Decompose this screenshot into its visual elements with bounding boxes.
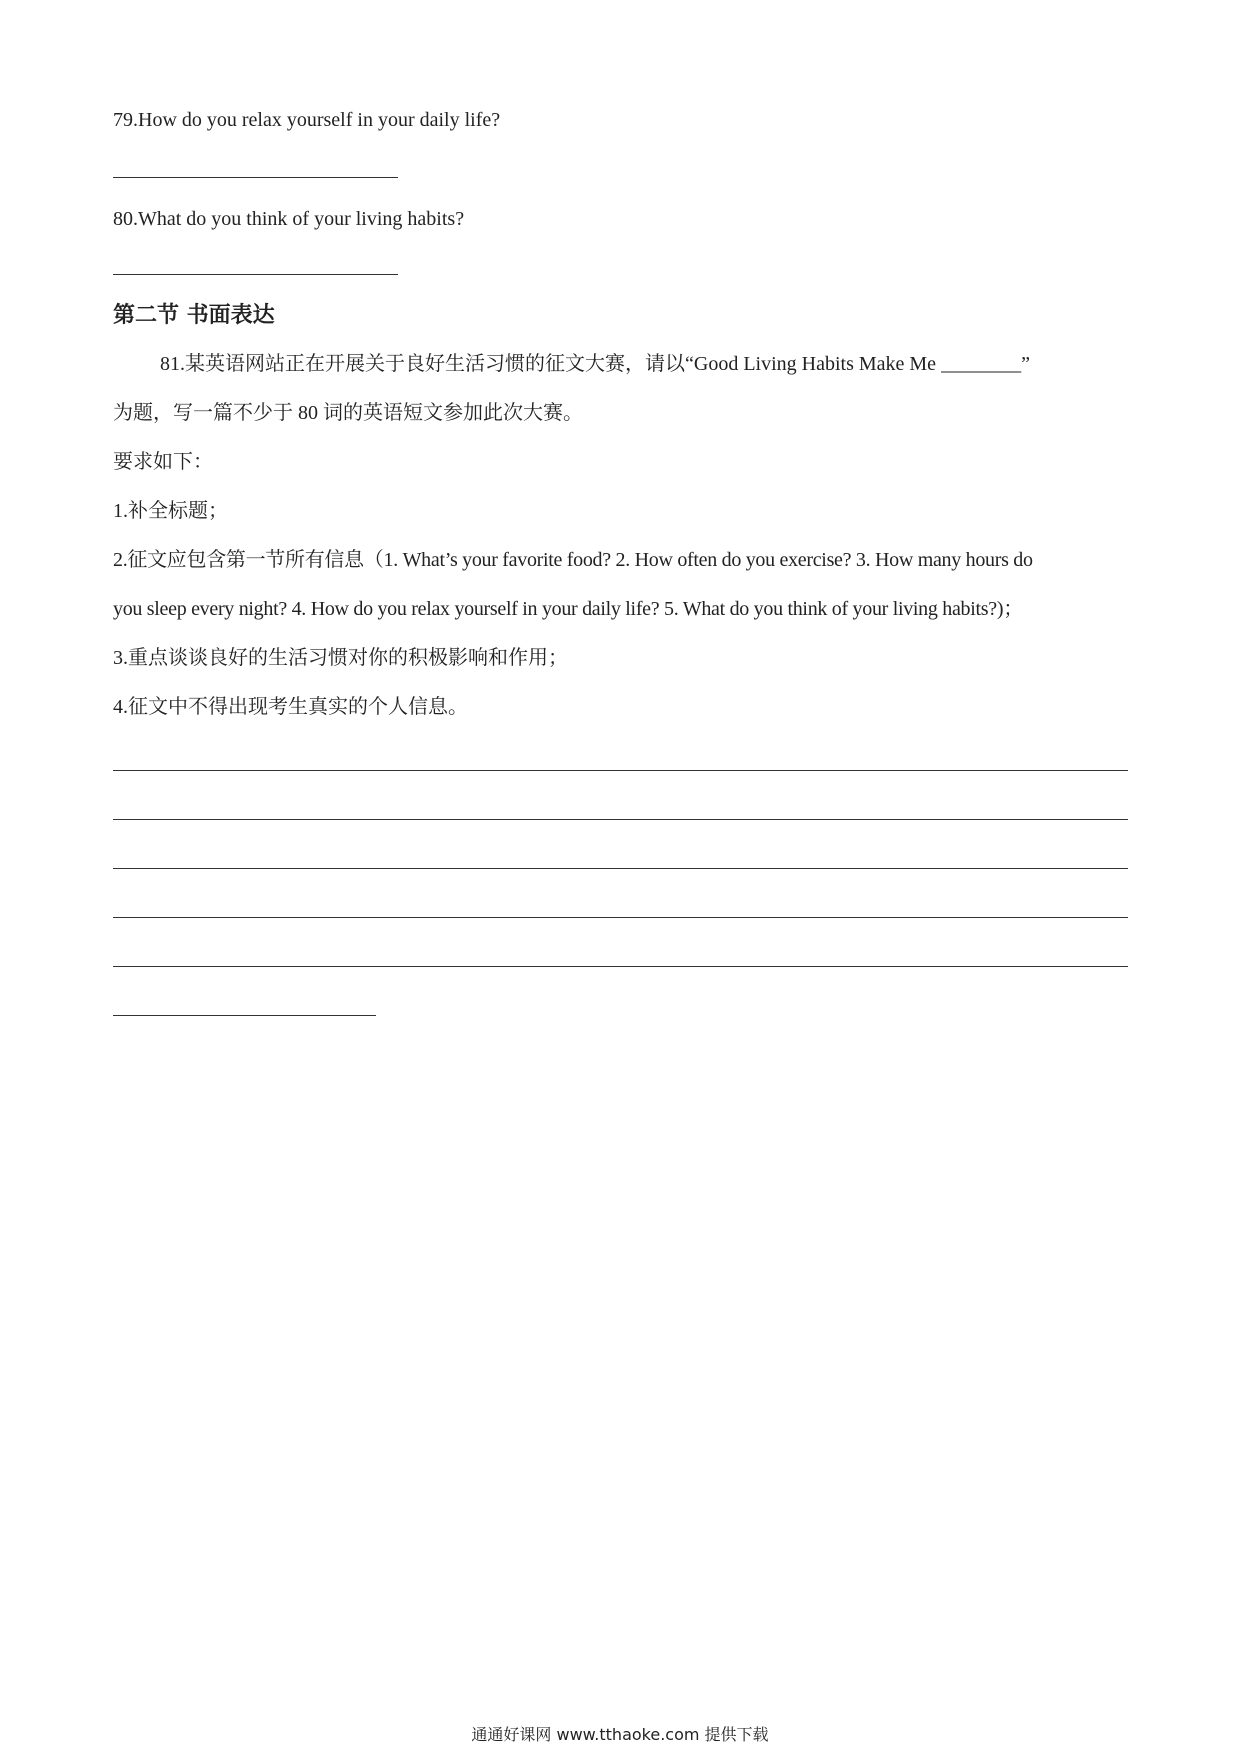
prompt-line-2: 为题，写一篇不少于 80 词的英语短文参加此次大赛。 [113, 402, 583, 424]
writing-line-2[interactable] [113, 819, 1128, 820]
requirement-3: 3.重点谈谈良好的生活习惯对你的积极影响和作用； [113, 647, 568, 669]
writing-line-4[interactable] [113, 917, 1128, 918]
page-footer: 通通好课网 www.tthaoke.com 提供下载 [471, 1725, 769, 1744]
answer-line-80[interactable] [113, 274, 398, 275]
requirement-2-line-2: you sleep every night? 4. How do you relax yourself in your daily life? 5. What do you think of your living habits?)； [113, 598, 1023, 620]
requirement-1: 1.补全标题； [113, 500, 228, 522]
requirements-title: 要求如下： [113, 451, 213, 473]
requirement-2-line-1: 2.征文应包含第一节所有信息（1. What’s your favorite food? 2. How often do you exercise? 3. How many hours do [113, 549, 1033, 571]
writing-line-6[interactable] [113, 1015, 376, 1016]
section-heading: 第二节 书面表达 [113, 303, 275, 328]
question-79: 79.How do you relax yourself in your daily life? [113, 109, 501, 131]
writing-line-1[interactable] [113, 770, 1128, 771]
requirement-4: 4.征文中不得出现考生真实的个人信息。 [113, 696, 468, 718]
prompt-line-1: 81.某英语网站正在开展关于良好生活习惯的征文大赛，请以“Good Living Habits Make Me ________” [160, 353, 1030, 375]
answer-line-79[interactable] [113, 177, 398, 178]
question-80: 80.What do you think of your living habits? [113, 208, 465, 230]
writing-line-5[interactable] [113, 966, 1128, 967]
writing-line-3[interactable] [113, 868, 1128, 869]
